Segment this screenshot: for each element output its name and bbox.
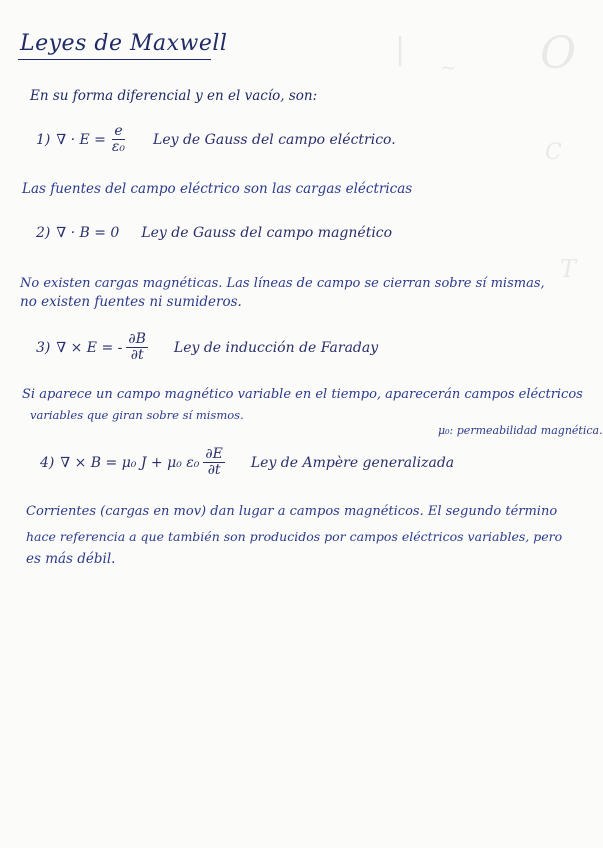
note-1: Las fuentes del campo eléctrico son las cargas eléctricas (22, 181, 413, 197)
law-4 (40, 447, 454, 478)
fraction-numerator: ∂B (128, 331, 146, 347)
law-number: 3) (36, 339, 51, 356)
fraction (126, 332, 148, 363)
fraction-numerator: e (114, 123, 123, 139)
law-2 (36, 225, 392, 241)
note-4-line-2: hace referencia a que también son producidos por campos eléctricos variables, pero (26, 529, 563, 544)
fraction (203, 447, 224, 478)
law-name: Ley de Gauss del campo eléctrico. (153, 131, 396, 148)
note-2-line-2: no existen fuentes ni sumideros. (20, 294, 242, 310)
bleed-through-mark: ~ (440, 55, 457, 79)
bleed-through-mark: T (560, 255, 577, 283)
equation-lhs: ∇ · E = (56, 131, 106, 148)
law-name: Ley de inducción de Faraday (173, 339, 379, 356)
law-number: 2) (36, 225, 51, 241)
note-3-line-1: Si aparece un campo magnético variable en el tiempo, aparecerán campos eléctricos (22, 387, 583, 402)
law-1 (36, 124, 396, 155)
fraction-denominator: ε₀ (111, 139, 126, 155)
equation: ∇ · B = 0 (56, 225, 120, 241)
fraction-denominator: ∂t (207, 462, 221, 478)
intro-text: En su forma diferencial y en el vacío, son: (30, 88, 318, 104)
fraction-denominator: ∂t (130, 347, 144, 363)
equation-lhs: ∇ × E = - (56, 339, 123, 356)
note-3-line-2: variables que giran sobre sí mismos. (30, 408, 244, 422)
fraction-numerator: ∂E (205, 446, 223, 462)
title-underline (18, 59, 211, 60)
note-4-line-1: Corrientes (cargas en mov) dan lugar a campos magnéticos. El segundo término (26, 504, 558, 519)
bleed-through-mark: | (395, 32, 406, 67)
equation-lhs: ∇ × B = μ₀ J + μ₀ ε₀ (60, 454, 200, 471)
law-3 (36, 332, 378, 363)
law-name: Ley de Ampère generalizada (250, 454, 455, 471)
fraction (110, 124, 127, 155)
note-2-line-1: No existen cargas magnéticas. Las líneas de campo se cierran sobre sí mismas, (20, 276, 545, 291)
law-name: Ley de Gauss del campo magnético (141, 225, 393, 241)
note-4-line-3: es más débil. (26, 551, 116, 567)
page-title: Leyes de Maxwell (20, 31, 228, 56)
law-number: 1) (36, 131, 51, 148)
law-number: 4) (40, 454, 55, 471)
permeability-note: μ₀: permeabilidad magnética. (438, 424, 603, 437)
bleed-through-mark: O (540, 28, 577, 79)
bleed-through-mark: C (545, 140, 562, 165)
